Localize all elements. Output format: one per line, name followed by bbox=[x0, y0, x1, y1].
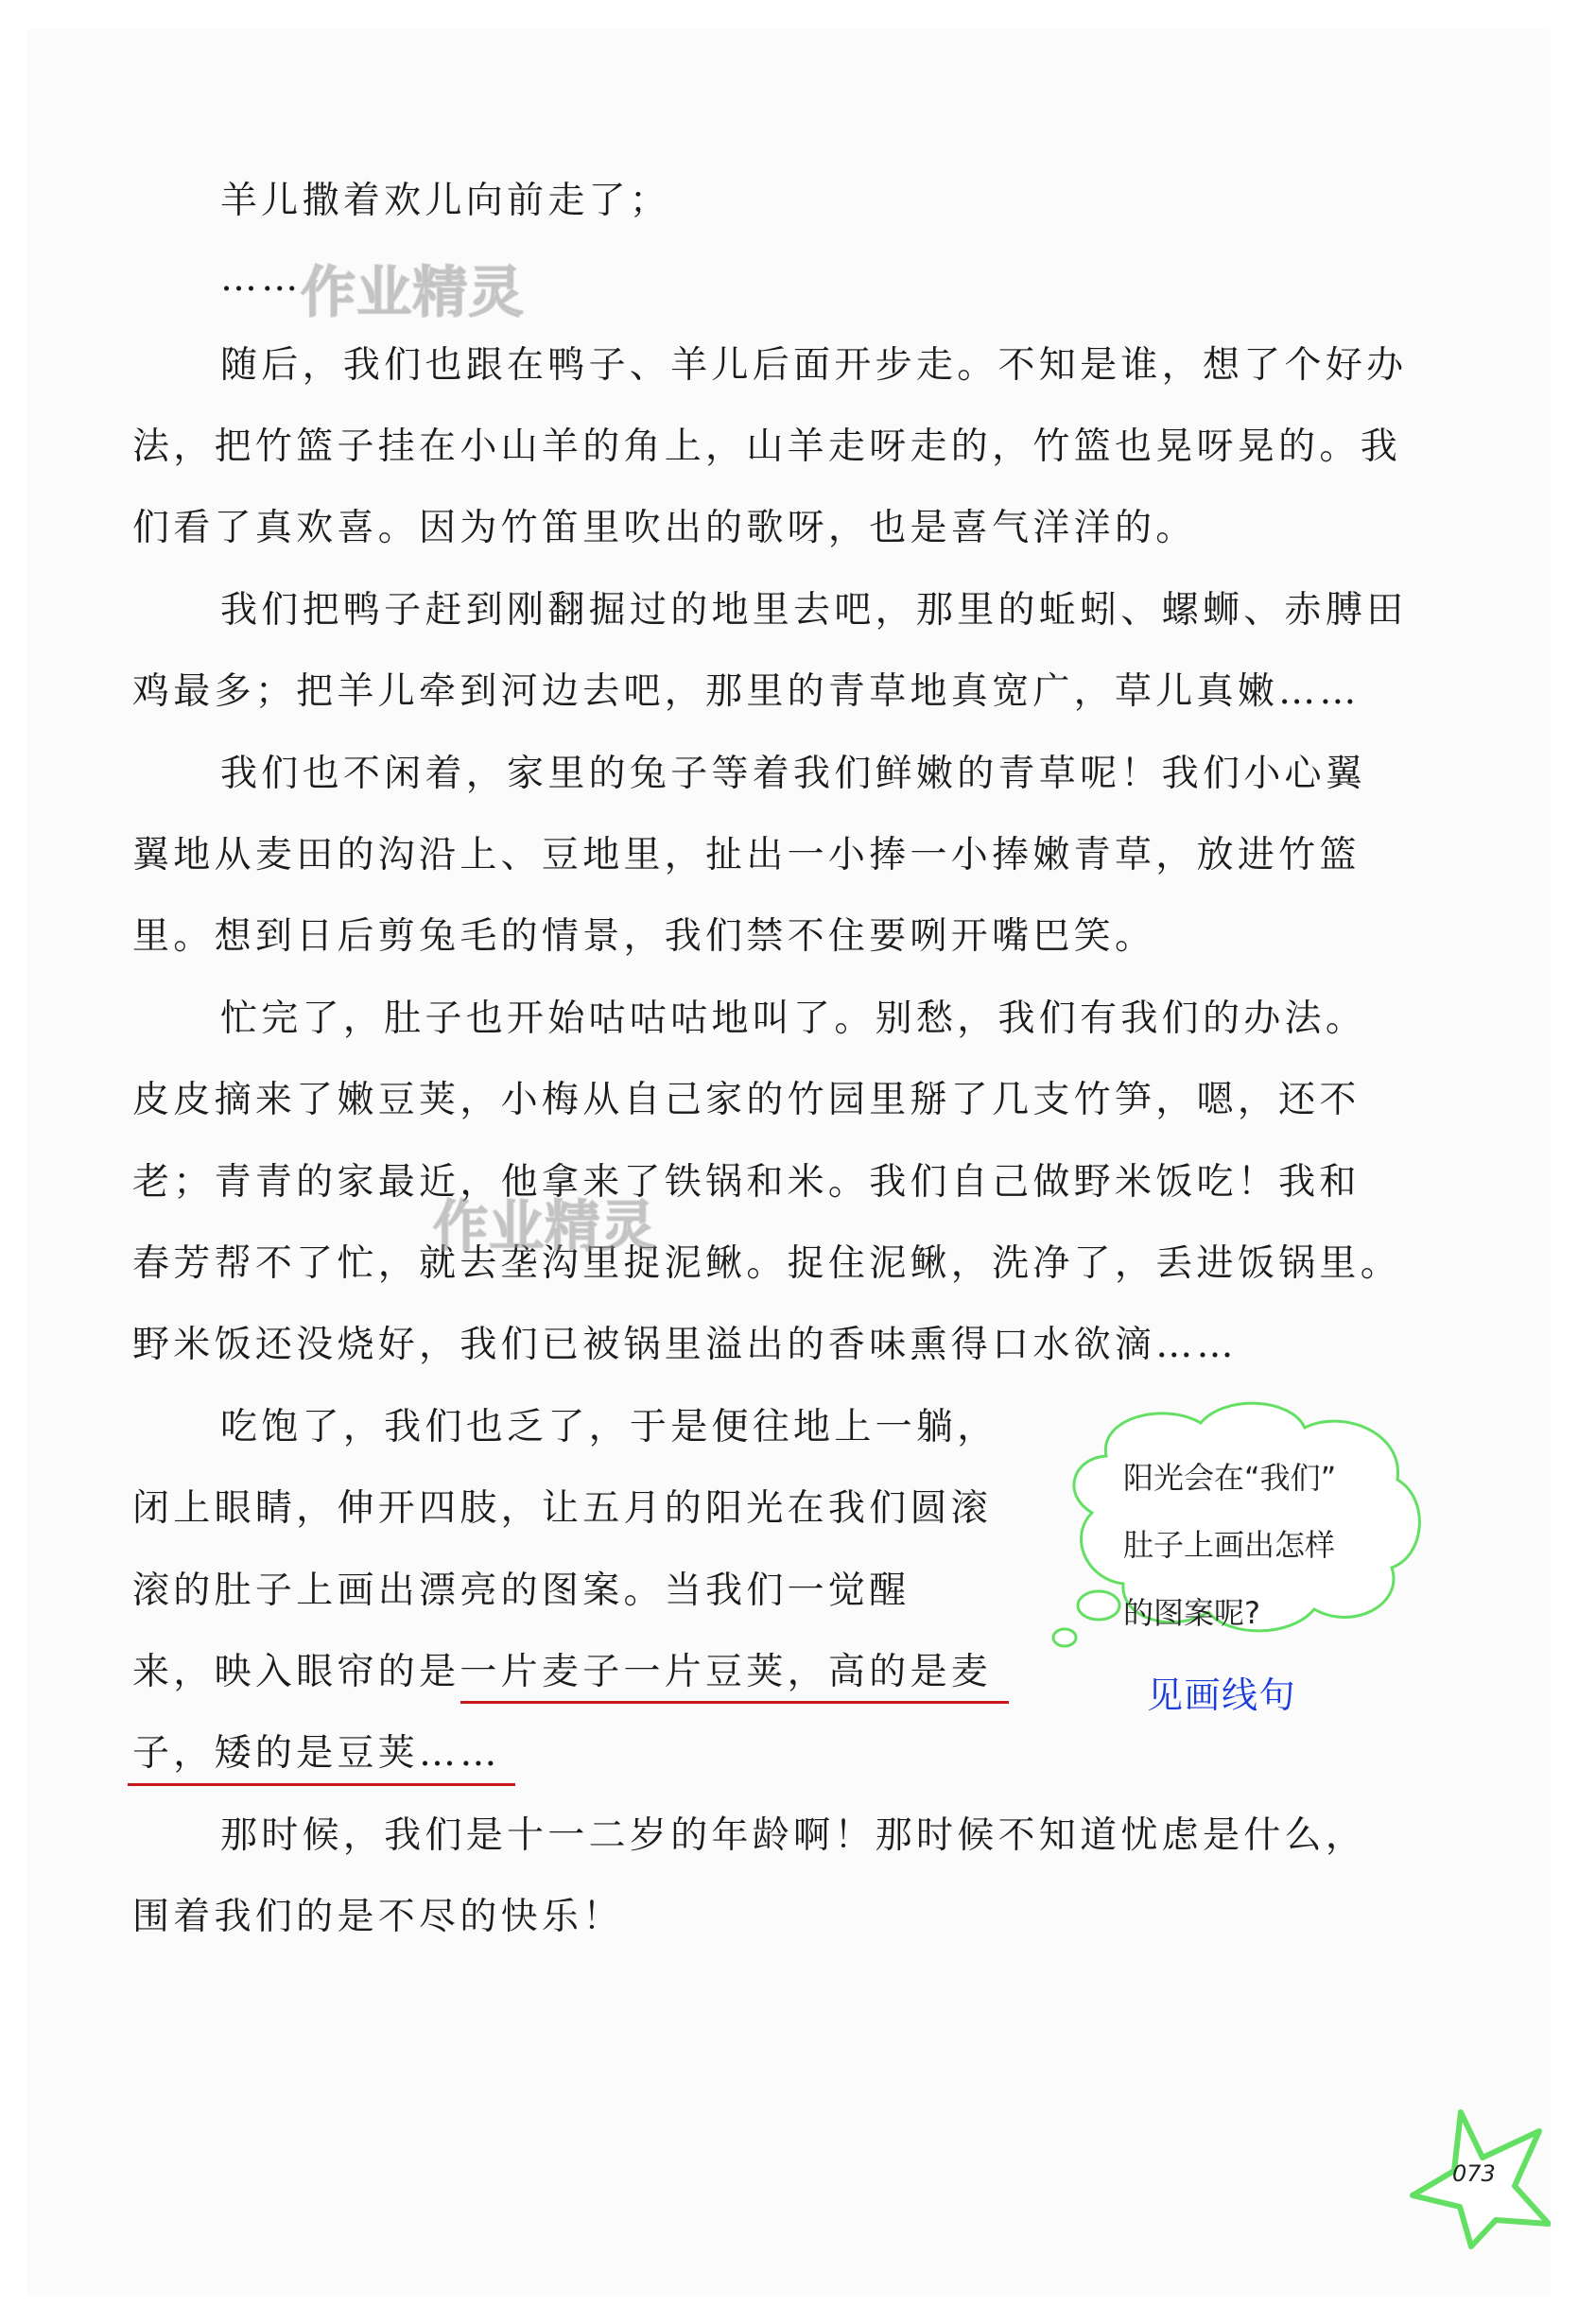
callout-line: 肚子上画出怎样 bbox=[1123, 1527, 1336, 1563]
body-line: 来，映入眼帘的是一片麦子一片豆荚，高的是麦 bbox=[132, 1651, 993, 1693]
body-line: 我们把鸭子赶到刚翻掘过的地里去吧，那里的蚯蚓、螺蛳、赤膊田 bbox=[220, 589, 1408, 632]
callout-line: 阳光会在“我们” bbox=[1123, 1460, 1337, 1496]
watermark: 作业精灵 bbox=[433, 1194, 657, 1258]
body-line: 滚的肚子上画出漂亮的图案。当我们一觉醒 bbox=[132, 1570, 910, 1612]
highlight-underline bbox=[128, 1783, 515, 1786]
body-line: 吃饱了，我们也乏了，于是便往地上一躺， bbox=[220, 1406, 998, 1448]
body-line: 里。想到日后剪兔毛的情景，我们禁不住要咧开嘴巴笑。 bbox=[132, 915, 1156, 958]
body-line: 老；青青的家最近，他拿来了铁锅和米。我们自己做野米饭吃！我和 bbox=[132, 1161, 1361, 1204]
body-line: 羊儿撒着欢儿向前走了； bbox=[220, 180, 671, 222]
body-line: 子，矮的是豆荚…… bbox=[132, 1732, 501, 1775]
body-line: 忙完了，肚子也开始咕咕咕地叫了。别愁，我们有我们的办法。 bbox=[220, 997, 1367, 1040]
highlight-underline bbox=[460, 1701, 1009, 1704]
body-line: 闭上眼睛，伸开四肢，让五月的阳光在我们圆滚 bbox=[132, 1487, 993, 1530]
body-line: 翼地从麦田的沟沿上、豆地里，扯出一小捧一小捧嫩青草，放进竹篮 bbox=[132, 834, 1361, 876]
body-line: 春芳帮不了忙，就去垄沟里捉泥鳅。捉住泥鳅，洗净了，丢进饭锅里。 bbox=[132, 1242, 1401, 1285]
annotation-note: 见画线句 bbox=[1147, 1674, 1297, 1716]
body-line: 法，把竹篮子挂在小山羊的角上，山羊走呀走的，竹篮也晃呀晃的。我 bbox=[132, 425, 1401, 468]
body-line: 皮皮摘来了嫩豆荚，小梅从自己家的竹园里掰了几支竹笋，嗯，还不 bbox=[132, 1079, 1361, 1121]
body-line: 随后，我们也跟在鸭子、羊儿后面开步走。不知是谁，想了个好办 bbox=[220, 344, 1408, 387]
body-line: …… bbox=[220, 257, 303, 300]
body-line: 那时候，我们是十一二岁的年龄啊！那时候不知道忧虑是什么， bbox=[220, 1814, 1367, 1857]
page-number: 073 bbox=[1452, 2160, 1496, 2187]
watermark: 作业精灵 bbox=[301, 260, 525, 324]
callout-line: 的图案呢? bbox=[1123, 1595, 1260, 1631]
body-line: 鸡最多；把羊儿牵到河边去吧，那里的青草地真宽广，草儿真嫩…… bbox=[132, 670, 1361, 713]
body-line: 我们也不闲着，家里的兔子等着我们鲜嫩的青草呢！我们小心翼 bbox=[220, 753, 1367, 795]
body-line: 们看了真欢喜。因为竹笛里吹出的歌呀，也是喜气洋洋的。 bbox=[132, 507, 1197, 549]
body-line: 围着我们的是不尽的快乐！ bbox=[132, 1896, 624, 1938]
body-line: 野米饭还没烧好，我们已被锅里溢出的香味熏得口水欲滴…… bbox=[132, 1324, 1238, 1366]
